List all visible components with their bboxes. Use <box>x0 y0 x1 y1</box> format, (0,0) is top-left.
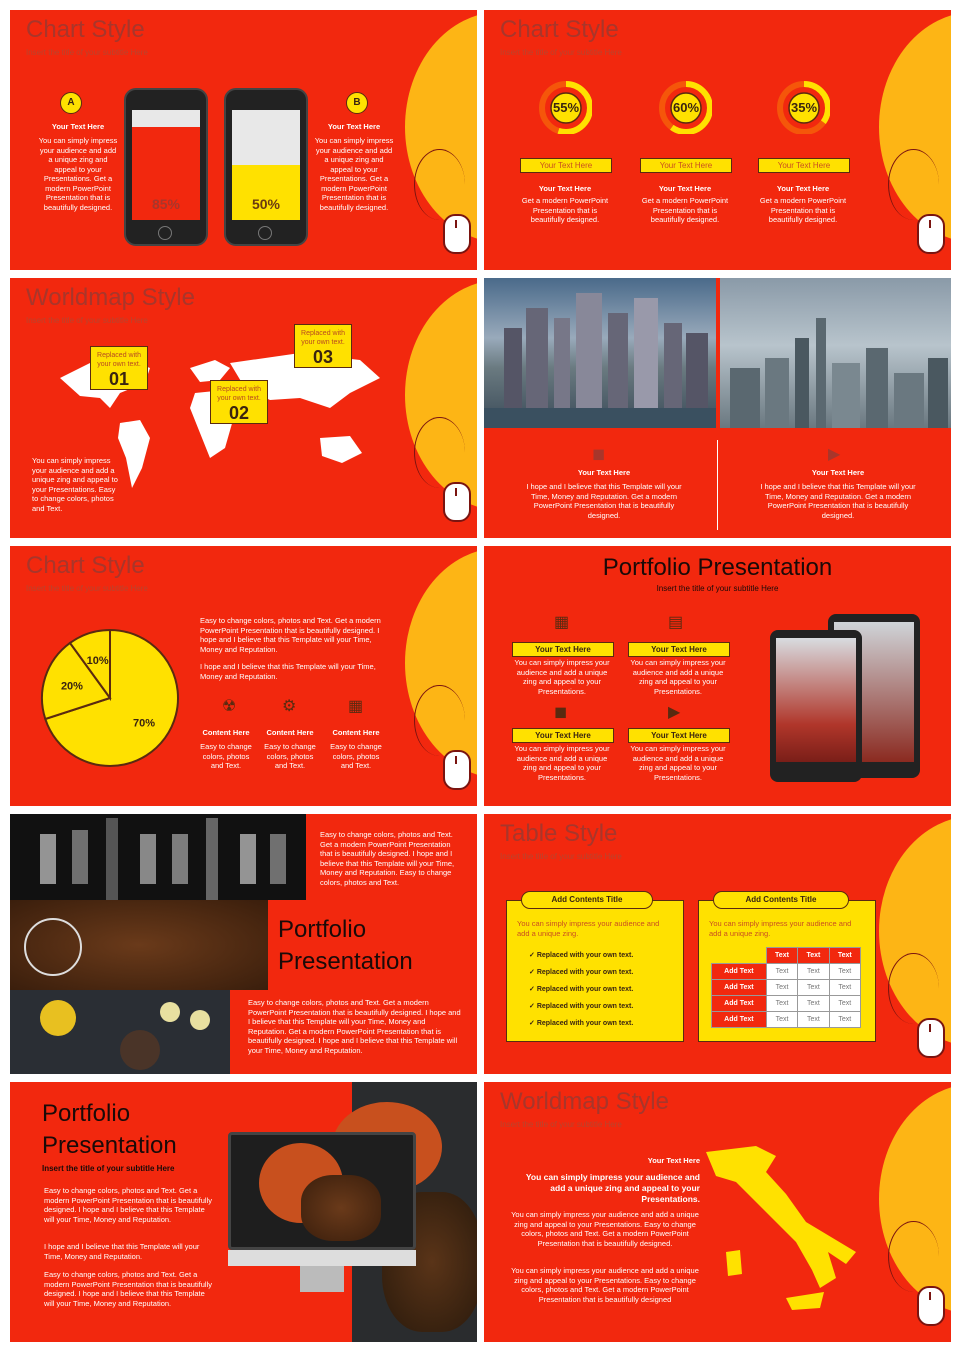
slide-portfolio-tablets <box>484 546 951 806</box>
item-4-body: You can simply impress your audience and add a unique zing and appeal to your Presentations. <box>630 744 726 782</box>
slide-title <box>278 914 413 978</box>
heading: Your Text Here <box>647 1156 700 1165</box>
left-card <box>506 895 684 1042</box>
slide-title: Chart Style <box>500 16 619 43</box>
slide-title: Chart Style <box>26 16 145 43</box>
item-2-bar: Your Text Here <box>628 642 730 657</box>
slide-chart-style-pie <box>10 546 477 806</box>
callout-02-num: 02 <box>228 403 250 423</box>
check-item <box>529 1015 633 1032</box>
check-icon: ✓ <box>529 952 537 959</box>
check-text: Replaced with your own text. <box>536 952 634 959</box>
table-row <box>712 1012 861 1028</box>
para1: Easy to change colors, photos and Text. Get a modern PowerPoint Presentation that is beautifully designed. I hope and I believe that this Template will your Time, Money and Reputation. <box>200 616 381 654</box>
content-3-body: Easy to change colors, photos and Text. <box>330 742 382 770</box>
item-3-bar: Your Text Here <box>512 728 614 743</box>
pie-label-3: 10% <box>86 654 109 667</box>
check-text: Replaced with your own text. <box>536 969 634 976</box>
right-heading: Your Text Here <box>811 468 865 477</box>
table-cell: Text <box>766 1012 797 1028</box>
ring-heading-2: Your Text Here <box>658 184 712 193</box>
title-line-1: Portfolio <box>42 1100 131 1127</box>
data-table <box>711 947 861 1028</box>
ring-bar-3: Your Text Here <box>758 158 850 173</box>
photo-skyline-1 <box>484 278 716 428</box>
para3: Easy to change colors, photos and Text. Get a modern PowerPoint Presentation that is beautifully designed. I hope and I believe that this Template will your Time, Money and Reputation. <box>44 1270 213 1308</box>
check-item <box>529 947 633 964</box>
mouse-cord <box>414 685 465 756</box>
slide-portfolio-photos <box>10 814 477 1074</box>
divider <box>717 440 718 530</box>
table-row <box>712 980 861 996</box>
mouse-cord <box>888 1221 939 1292</box>
table-cell: Text <box>766 964 797 980</box>
slide-chart-style-phones <box>10 10 477 270</box>
slide-title: Worldmap Style <box>26 284 195 311</box>
title-line-2: Presentation <box>42 1132 177 1159</box>
right-card-title: Add Contents Title <box>713 891 849 909</box>
callout-01-num: 01 <box>108 369 130 389</box>
mouse-cord <box>414 417 465 488</box>
right-card <box>698 895 876 1042</box>
mouse-icon <box>917 214 945 254</box>
right-heading: Your Text Here <box>327 122 381 131</box>
content-1-body: Easy to change colors, photos and Text. <box>200 742 252 770</box>
callout-03 <box>294 324 352 368</box>
check-item <box>529 964 633 981</box>
book-icon: ▦ <box>348 698 364 715</box>
check-item <box>529 998 633 1015</box>
mouse-cord <box>888 149 939 220</box>
mouse-icon <box>443 750 471 790</box>
item-1-bar: Your Text Here <box>512 642 614 657</box>
check-icon: ✓ <box>529 1003 537 1010</box>
ring-body-3: Get a modern PowerPoint Presentation that is beautifully designed. <box>759 196 847 224</box>
slide-title: Chart Style <box>26 552 145 579</box>
slide-city-photos <box>484 278 951 538</box>
callout-01-text: Replaced with your own text. <box>97 352 141 368</box>
video-camera-icon: ▶ <box>828 446 841 463</box>
table-row <box>712 996 861 1012</box>
slide-title: Portfolio Presentation <box>602 554 833 581</box>
item-2-body: You can simply impress your audience and add a unique zing and appeal to your Presentations. <box>630 658 726 696</box>
monitor <box>228 1132 416 1250</box>
pie-chart <box>38 626 182 770</box>
photo-flowers <box>10 990 230 1074</box>
table-cell: Text <box>829 1012 860 1028</box>
ring-label-3: 35% <box>790 100 818 115</box>
title-line-2: Presentation <box>278 948 413 975</box>
table-cell: Text <box>829 964 860 980</box>
mouse-icon <box>443 214 471 254</box>
mouse-cord <box>888 953 939 1024</box>
pie-label-2: 20% <box>60 680 83 693</box>
ring-label-2: 60% <box>672 100 700 115</box>
table-cell: Text <box>766 996 797 1012</box>
ring-body-1: Get a modern PowerPoint Presentation that is beautifully designed. <box>521 196 609 224</box>
content-1-heading: Content Here <box>202 728 250 737</box>
monitor-chin <box>228 1250 416 1266</box>
slide-subtitle: Insert the title of your subtitle Here <box>500 1120 622 1129</box>
ring-heading-1: Your Text Here <box>538 184 592 193</box>
slide-worldmap-italy <box>484 1082 951 1342</box>
table-cell: Text <box>829 996 860 1012</box>
monitor-stand <box>300 1266 344 1292</box>
check-icon: ✓ <box>529 969 537 976</box>
item-4-bar: Your Text Here <box>628 728 730 743</box>
slide-subtitle: Insert the title of your subtitle Here <box>42 1164 175 1173</box>
ring-bar-2: Your Text Here <box>640 158 732 173</box>
check-text: Replaced with your own text. <box>536 986 634 993</box>
para2: You can simply impress your audience and add a unique zing and appeal to your Presentations. Easy to change colors, photos and Text. Get a modern PowerPoint Presentation that is beautifully designed <box>511 1266 699 1304</box>
video-camera-icon: ▶ <box>668 704 681 721</box>
check-icon: ✓ <box>529 986 537 993</box>
gear-icon: ⚙ <box>282 698 297 715</box>
check-item <box>529 981 633 998</box>
slide-title: Worldmap Style <box>500 1088 669 1115</box>
check-text: Replaced with your own text. <box>536 1020 634 1027</box>
slide-subtitle: Insert the title of your subtitle Here <box>500 48 622 57</box>
phone-50-label: 50% <box>251 196 281 212</box>
phone-85-label: 85% <box>151 196 181 212</box>
slide-table-style <box>484 814 951 1074</box>
para1: Easy to change colors, photos and Text. Get a modern PowerPoint Presentation that is beautifully designed. I hope and I believe that this Template will your Time, Money and Reputation. <box>44 1186 213 1224</box>
ring-label-1: 55% <box>552 100 580 115</box>
phone-85 <box>124 88 208 246</box>
mouse-cord <box>414 149 465 220</box>
photo-glasses <box>10 814 306 900</box>
right-body: I hope and I believe that this Template will your Time, Money and Reputation. Get a modern PowerPoint Presentation that is beautifully designed. <box>760 482 916 520</box>
table-cell: Text <box>798 996 829 1012</box>
radiation-icon: ☢ <box>222 698 237 715</box>
slide-chart-style-rings <box>484 10 951 270</box>
badge-a: A <box>60 92 82 114</box>
table-header-cell: Text <box>766 948 797 964</box>
slide-title: Table Style <box>500 820 618 847</box>
right-card-intro: You can simply impress your audience and add a unique zing. <box>709 919 852 938</box>
item-1-body: You can simply impress your audience and add a unique zing and appeal to your Presentations. <box>514 658 610 696</box>
photo-skyline-2 <box>720 278 951 428</box>
doc-icon: ▤ <box>668 614 684 631</box>
bottom-text: Easy to change colors, photos and Text. Get a modern PowerPoint Presentation that is beautifully designed. I hope and I believe that this Template will your Time, Money and Reputation. Get a modern PowerPoint Presentation that is beautifully designed. I hope and I believe that this Template will your Time, Money and Reputation. <box>248 998 461 1055</box>
slide-subtitle: Insert the title of your subtitle Here <box>656 584 779 593</box>
item-3-body: You can simply impress your audience and add a unique zing and appeal to your Presentations. <box>514 744 610 782</box>
slide-subtitle: Insert the title of your subtitle Here <box>26 316 148 325</box>
ring-body-2: Get a modern PowerPoint Presentation that is beautifully designed. <box>641 196 729 224</box>
slide-subtitle: Insert the title of your subtitle Here <box>26 48 148 57</box>
table-row <box>712 964 861 980</box>
photo-coffee-beans <box>10 900 268 990</box>
phone-50 <box>224 88 308 246</box>
content-2-body: Easy to change colors, photos and Text. <box>264 742 316 770</box>
mouse-icon <box>917 1286 945 1326</box>
right-body: You can simply impress your audience and add a unique zing and appeal to your Presentations. Get a modern PowerPoint Presentation that is beautifully designed. <box>314 136 394 212</box>
callout-03-num: 03 <box>312 347 334 367</box>
check-icon: ✓ <box>529 1020 537 1027</box>
table-cell: Text <box>798 1012 829 1028</box>
callout-02 <box>210 380 268 424</box>
mouse-icon <box>917 1018 945 1058</box>
left-card-title: Add Contents Title <box>521 891 653 909</box>
table-cell: Text <box>766 980 797 996</box>
tablet-front <box>770 630 862 782</box>
italy-map <box>696 1142 886 1322</box>
title-line-1: Portfolio <box>278 916 367 943</box>
table-cell: Add Text <box>712 980 767 996</box>
top-text: Easy to change colors, photos and Text. Get a modern PowerPoint Presentation that is beautifully designed. I hope and I believe that this Template will your Time, Money and Reputation. Easy to change colors, photos and Text. <box>320 830 455 887</box>
table-cell: Text <box>829 980 860 996</box>
slide-worldmap <box>10 278 477 538</box>
table-header-cell: Text <box>798 948 829 964</box>
map-body: You can simply impress your audience and add a unique zing and appeal to your Presentations. Easy to change colors, photos and Text. <box>32 456 118 513</box>
para1: You can simply impress your audience and add a unique zing and appeal to your Presentations. Easy to change colors, photos and Text. Get a modern PowerPoint Presentation that is beautifully designed. <box>511 1210 699 1248</box>
table-header-row <box>712 948 861 964</box>
slide-subtitle: Insert the title of your subtitle Here <box>500 852 622 861</box>
check-text: Replaced with your own text. <box>536 1003 634 1010</box>
para2: I hope and I believe that this Template will your Time, Money and Reputation. <box>200 662 376 681</box>
table-cell: Add Text <box>712 964 767 980</box>
slide-subtitle: Insert the title of your subtitle Here <box>26 584 148 593</box>
callout-03-text: Replaced with your own text. <box>301 330 345 346</box>
content-3-heading: Content Here <box>332 728 380 737</box>
callout-01 <box>90 346 148 390</box>
slide-portfolio-monitor <box>10 1082 477 1342</box>
ring-bar-1: Your Text Here <box>520 158 612 173</box>
left-heading: Your Text Here <box>577 468 631 477</box>
lead: You can simply impress your audience and add a unique zing and appeal to your Presentations. <box>525 1172 700 1204</box>
table-header-cell: Text <box>829 948 860 964</box>
table-cell: Text <box>798 980 829 996</box>
left-body: You can simply impress your audience and add a unique zing and appeal to your Presentations. Get a modern PowerPoint Presentation that is beautifully designed. <box>38 136 118 212</box>
ring-heading-3: Your Text Here <box>776 184 830 193</box>
callout-02-text: Replaced with your own text. <box>217 386 261 402</box>
left-card-intro: You can simply impress your audience and add a unique zing. <box>517 919 660 938</box>
slide-title <box>42 1098 177 1162</box>
camera-icon: ◼ <box>592 446 606 463</box>
para2: I hope and I believe that this Template will your Time, Money and Reputation. <box>44 1242 200 1261</box>
table-cell: Add Text <box>712 996 767 1012</box>
table-cell: Text <box>798 964 829 980</box>
content-2-heading: Content Here <box>266 728 314 737</box>
camera-icon: ◼ <box>554 704 568 721</box>
pie-label-1: 70% <box>132 717 155 730</box>
mouse-icon <box>443 482 471 522</box>
left-heading: Your Text Here <box>51 122 105 131</box>
badge-b: B <box>346 92 368 114</box>
calendar-icon: ▦ <box>554 614 570 631</box>
table-cell: Add Text <box>712 1012 767 1028</box>
left-body: I hope and I believe that this Template will your Time, Money and Reputation. Get a modern PowerPoint Presentation that is beautifully designed. <box>526 482 682 520</box>
